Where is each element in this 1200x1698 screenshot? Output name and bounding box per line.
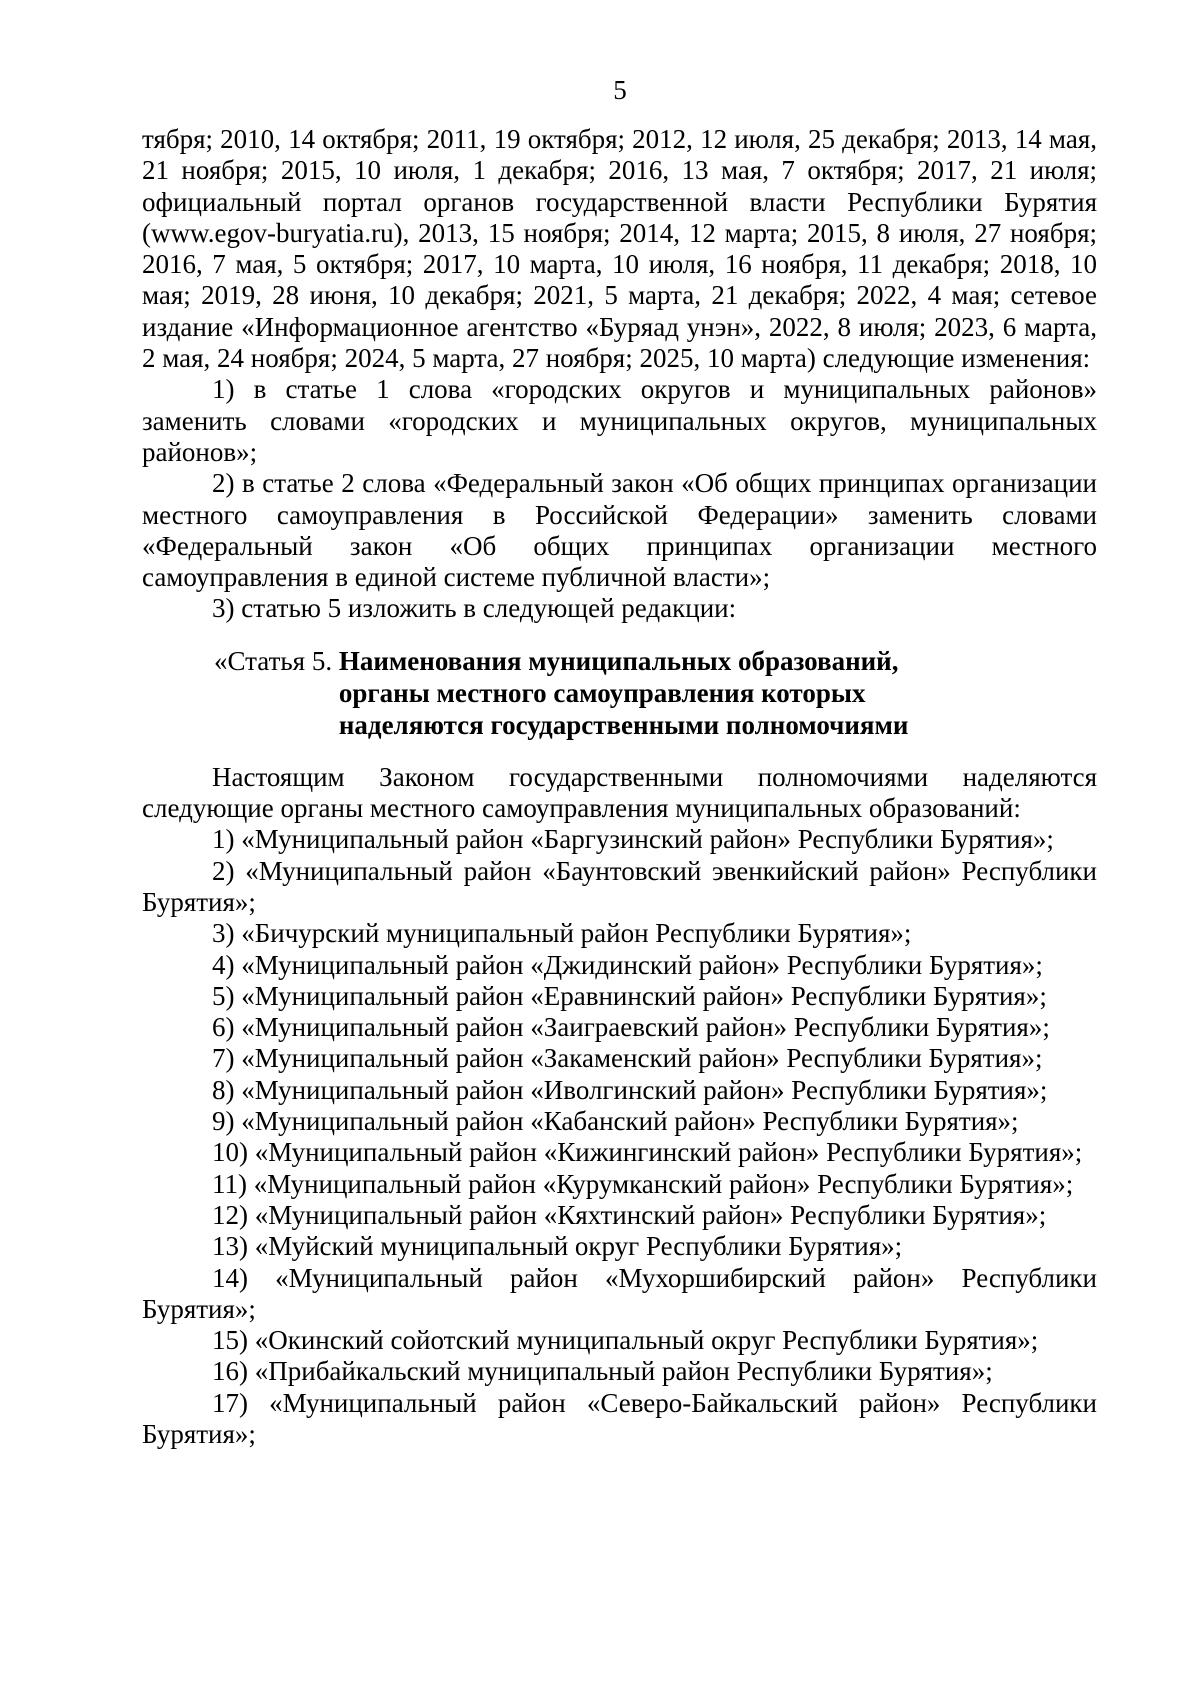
list-item: 7) «Муниципальный район «Закаменский район» Республики Бурятия»;: [212, 1043, 1043, 1074]
intro-paragraph: тября; 2010, 14 октября; 2011, 19 октября; 2012, 12 июля, 25 декабря; 2013, 14 мая, 21 ноября; 2015, 10 июля, 1 декабря; 2016, 13 мая, 7 октября; 2017, 21 июля; официальный портал органов государственной власти Республики Бурятия (www.egov-buryatia.ru), 2013, 15 ноября; 2014, 12 марта; 2015, 8 июля, 27 ноября; 2016, 7 мая, 5 октября; 2017, 10 марта, 10 июля, 16 ноября, 11 декабря; 2018, 10 мая; 2019, 28 июня, 10 декабря; 2021, 5 марта, 21 декабря; 2022, 4 мая; сетевое издание «Информационное агентство «Буряад унэн», 2022, 8 июля; 2023, 6 марта, 2 мая, 24 ноября; 2024, 5 марта, 27 ноября; 2025, 10 марта) следующие изменения:: [142, 124, 1097, 374]
list-item: 3) «Бичурский муниципальный район Республики Бурятия»;: [212, 918, 912, 949]
list-item: 12) «Муниципальный район «Кяхтинский район» Республики Бурятия»;: [212, 1199, 1047, 1230]
list-item: 9) «Муниципальный район «Кабанский район» Республики Бурятия»;: [212, 1106, 1019, 1137]
list-item: 11) «Муниципальный район «Курумканский район» Республики Бурятия»;: [212, 1168, 1074, 1199]
list-item: 1) «Муниципальный район «Баргузинский район» Республики Бурятия»;: [212, 824, 1054, 855]
article-title-line: Наименования муниципальных образований,: [338, 645, 899, 676]
document-body: [142, 124, 1097, 1450]
amendment-3: 3) статью 5 изложить в следующей редакции:: [212, 593, 737, 624]
list-item: 10) «Муниципальный район «Кижингинский район» Республики Бурятия»;: [212, 1137, 1083, 1168]
article-title: [339, 645, 909, 741]
amendment-2: 2) в статье 2 слова «Федеральный закон «Об общих принципах организации местного самоуправления в Российской Федерации» заменить словами «Федеральный закон «Об общих принципах организации местного самоуправления в единой системе публичной власти»;: [142, 468, 1097, 593]
article-heading: [142, 645, 1097, 741]
list-item: 4) «Муниципальный район «Джидинский район» Республики Бурятия»;: [212, 949, 1043, 980]
amendment-1: 1) в статье 1 слова «городских округов и муниципальных районов» заменить словами «городских и муниципальных округов, муниципальных районов»;: [142, 374, 1097, 467]
list-item: 16) «Прибайкальский муниципальный район Республики Бурятия»;: [212, 1356, 993, 1387]
list-item: 17) «Муниципальный район «Северо-Байкальский район» Республики Бурятия»;: [142, 1387, 1097, 1449]
page-number: 5: [613, 75, 627, 105]
list-item: 5) «Муниципальный район «Еравнинский район» Республики Бурятия»;: [212, 980, 1047, 1011]
list-item: 15) «Окинский сойотский муниципальный округ Республики Бурятия»;: [212, 1325, 1039, 1356]
article-title-line: наделяются государственными полномочиями: [338, 709, 909, 740]
list-item: 13) «Муйский муниципальный округ Республики Бурятия»;: [212, 1231, 903, 1262]
article-title-line: органы местного самоуправления которых: [338, 677, 866, 708]
list-item: 14) «Муниципальный район «Мухоршибирский район» Республики Бурятия»;: [142, 1262, 1097, 1324]
list-item: 6) «Муниципальный район «Заиграевский район» Республики Бурятия»;: [212, 1012, 1050, 1043]
list-item: 2) «Муниципальный район «Баунтовский эвенкийский район» Республики Бурятия»;: [142, 855, 1097, 917]
article-intro: Настоящим Законом государственными полномочиями наделяются следующие органы местного самоуправления муниципальных образований:: [142, 761, 1097, 824]
list-item: 8) «Муниципальный район «Иволгинский район» Республики Бурятия»;: [212, 1074, 1048, 1105]
article-number: «Статья 5.: [214, 645, 339, 676]
